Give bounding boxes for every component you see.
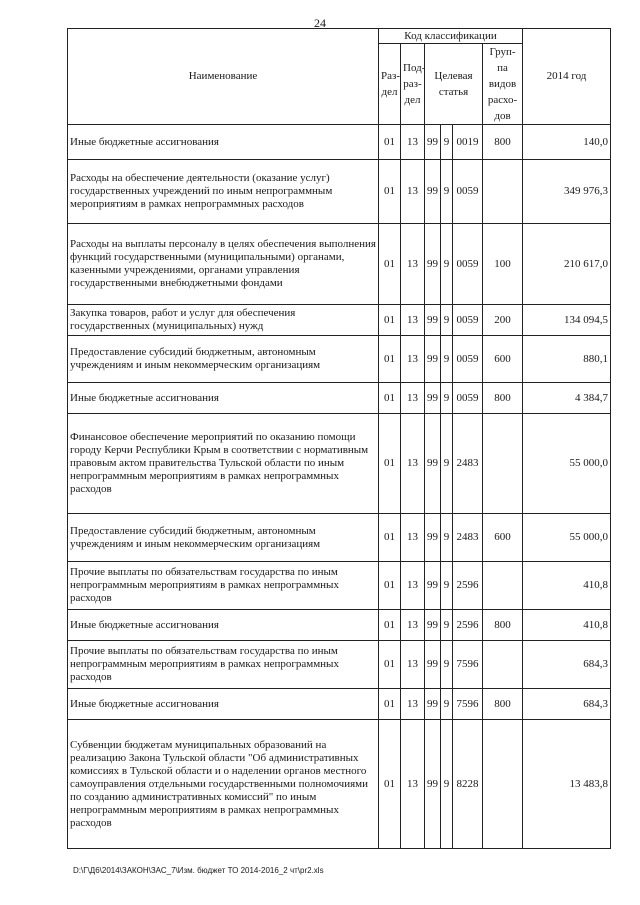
row-target-code: 0019 [453,125,483,160]
table-row [68,514,611,562]
row-expense-group: 800 [483,125,523,160]
row-target-subprogram: 9 [441,414,453,514]
table-row [68,414,611,514]
row-target-program: 99 [425,720,441,849]
header-razdel: Раз-дел [379,44,401,125]
row-amount: 4 384,7 [523,383,611,414]
row-name: Иные бюджетные ассигнования [68,610,379,641]
row-target-subprogram: 9 [441,562,453,610]
row-podrazdel: 13 [401,224,425,305]
row-target-program: 99 [425,125,441,160]
header-year: 2014 год [523,29,611,125]
row-razdel: 01 [379,689,401,720]
table-row [68,641,611,689]
row-target-code: 7596 [453,641,483,689]
table-body [68,125,611,849]
row-podrazdel: 13 [401,720,425,849]
row-name: Предоставление субсидий бюджетным, автономным учреждениям и иным некоммерческим организациям [68,514,379,562]
row-razdel: 01 [379,720,401,849]
row-razdel: 01 [379,160,401,224]
file-path-footer: D:\Г\Д6\2014\ЗАКОН\ЗАС_7\Изм. бюджет ТО 2014-2016_2 чт\pr2.xls [73,866,324,875]
row-expense-group [483,641,523,689]
row-name: Прочие выплаты по обязательствам государства по иным непрограммным мероприятиям в рамках непрограммных расходов [68,562,379,610]
row-name: Субвенции бюджетам муниципальных образований на реализацию Закона Тульской области "Об административных комиссиях в Тульской области и о наделении органов местного самоуправления отдельными государственными полномочиями по созданию административных комиссий" по иным непрограммным мероприятиям в рамках непрограммных расходов [68,720,379,849]
row-expense-group: 100 [483,224,523,305]
row-target-code: 2483 [453,414,483,514]
row-name: Иные бюджетные ассигнования [68,125,379,160]
row-target-subprogram: 9 [441,610,453,641]
row-amount: 55 000,0 [523,414,611,514]
row-expense-group: 600 [483,514,523,562]
table-row [68,224,611,305]
row-podrazdel: 13 [401,514,425,562]
row-podrazdel: 13 [401,641,425,689]
row-name: Финансовое обеспечение мероприятий по оказанию помощи городу Керчи Республики Крым в соответствии с нормативным правовым актом правительства Тульской области по иным непрограммным мероприятиям в рамках непрограммных расходов [68,414,379,514]
row-target-code: 2596 [453,610,483,641]
table-row [68,125,611,160]
row-target-program: 99 [425,336,441,383]
row-target-program: 99 [425,562,441,610]
table-row [68,689,611,720]
row-amount: 410,8 [523,610,611,641]
row-razdel: 01 [379,641,401,689]
table-row [68,305,611,336]
row-podrazdel: 13 [401,125,425,160]
row-target-program: 99 [425,305,441,336]
row-target-subprogram: 9 [441,720,453,849]
row-expense-group [483,160,523,224]
row-target-code: 0059 [453,383,483,414]
row-podrazdel: 13 [401,562,425,610]
row-target-program: 99 [425,514,441,562]
header-code-group: Код классификации [379,29,523,44]
row-target-subprogram: 9 [441,514,453,562]
row-razdel: 01 [379,305,401,336]
row-target-program: 99 [425,160,441,224]
header-name: Наименование [68,29,379,125]
row-podrazdel: 13 [401,305,425,336]
row-amount: 210 617,0 [523,224,611,305]
row-target-subprogram: 9 [441,224,453,305]
row-podrazdel: 13 [401,160,425,224]
row-razdel: 01 [379,125,401,160]
table-row [68,383,611,414]
row-target-program: 99 [425,224,441,305]
header-target: Целевая статья [425,44,483,125]
row-target-program: 99 [425,610,441,641]
row-name: Закупка товаров, работ и услуг для обеспечения государственных (муниципальных) нужд [68,305,379,336]
row-podrazdel: 13 [401,689,425,720]
row-target-code: 0059 [453,224,483,305]
table-row [68,336,611,383]
row-podrazdel: 13 [401,336,425,383]
header-podrazdel: Под-раз-дел [401,44,425,125]
row-name: Предоставление субсидий бюджетным, автономным учреждениям и иным некоммерческим организациям [68,336,379,383]
table-row [68,720,611,849]
row-razdel: 01 [379,562,401,610]
row-expense-group: 800 [483,383,523,414]
row-target-code: 8228 [453,720,483,849]
row-target-code: 0059 [453,336,483,383]
row-expense-group: 200 [483,305,523,336]
row-amount: 13 483,8 [523,720,611,849]
row-target-subprogram: 9 [441,305,453,336]
page-number: 24 [314,16,326,30]
row-amount: 880,1 [523,336,611,383]
row-name: Иные бюджетные ассигнования [68,383,379,414]
header-group: Груп-па видов расхо-дов [483,44,523,125]
row-amount: 55 000,0 [523,514,611,562]
row-podrazdel: 13 [401,610,425,641]
row-podrazdel: 13 [401,414,425,514]
table-header [68,29,611,125]
budget-table [67,28,611,849]
row-target-code: 7596 [453,689,483,720]
row-razdel: 01 [379,610,401,641]
row-target-program: 99 [425,383,441,414]
row-name: Прочие выплаты по обязательствам государства по иным непрограммным мероприятиям в рамках непрограммных расходов [68,641,379,689]
table-row [68,160,611,224]
row-amount: 410,8 [523,562,611,610]
row-razdel: 01 [379,514,401,562]
row-expense-group [483,414,523,514]
row-target-program: 99 [425,689,441,720]
row-target-code: 2483 [453,514,483,562]
row-expense-group: 800 [483,689,523,720]
row-target-subprogram: 9 [441,689,453,720]
row-amount: 684,3 [523,689,611,720]
row-amount: 684,3 [523,641,611,689]
row-razdel: 01 [379,414,401,514]
row-amount: 349 976,3 [523,160,611,224]
table-row [68,562,611,610]
row-amount: 140,0 [523,125,611,160]
row-target-code: 0059 [453,160,483,224]
table-row [68,610,611,641]
row-razdel: 01 [379,383,401,414]
row-expense-group: 600 [483,336,523,383]
row-target-subprogram: 9 [441,641,453,689]
row-target-code: 0059 [453,305,483,336]
row-target-subprogram: 9 [441,336,453,383]
row-target-program: 99 [425,641,441,689]
row-name: Расходы на выплаты персоналу в целях обеспечения выполнения функций государственными (муниципальными) органами, казенными учреждениями, органами управления государственными внебюджетными фондами [68,224,379,305]
row-expense-group [483,562,523,610]
row-expense-group: 800 [483,610,523,641]
row-expense-group [483,720,523,849]
row-target-code: 2596 [453,562,483,610]
row-amount: 134 094,5 [523,305,611,336]
row-target-subprogram: 9 [441,383,453,414]
row-target-subprogram: 9 [441,160,453,224]
row-podrazdel: 13 [401,383,425,414]
row-razdel: 01 [379,336,401,383]
row-razdel: 01 [379,224,401,305]
row-target-subprogram: 9 [441,125,453,160]
row-name: Иные бюджетные ассигнования [68,689,379,720]
row-target-program: 99 [425,414,441,514]
row-name: Расходы на обеспечение деятельности (оказание услуг) государственных учреждений по иным непрограммным мероприятиям в рамках непрограммных расходов [68,160,379,224]
